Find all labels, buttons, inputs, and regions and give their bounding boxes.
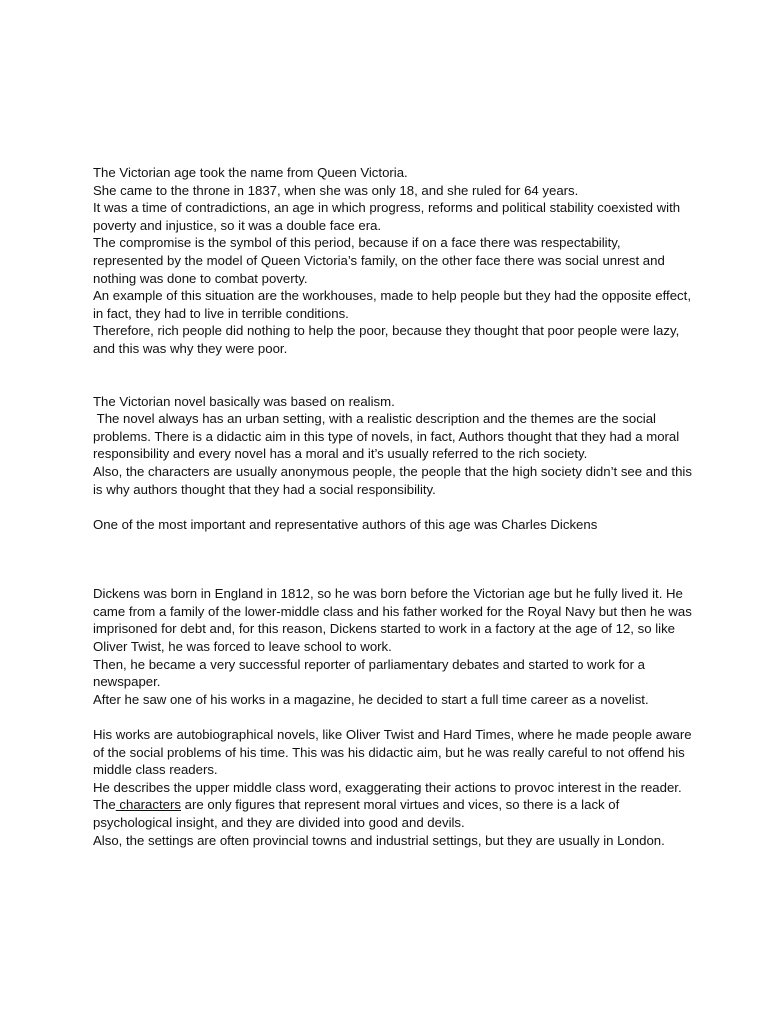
paragraph: Dickens was born in England in 1812, so he was born before the Victorian age but he fully lived it. He came from a family of the lower-middle class and his father worked for the Royal Navy but then he was imprisoned for debt and, for this reason, Dickens started to work in a factory at the age of 12, so like Oliver Twist, he was forced to leave school to work. [93,586,696,655]
text-run: The [93,797,116,813]
paragraph: Also, the settings are often provincial towns and industrial settings, but they are usually in London. [93,832,665,848]
spacer [93,708,693,726]
paragraph: Also, the characters are usually anonymous people, the people that the high society didn’t see and this is why authors thought that they had a social responsibility. [93,463,696,497]
spacer [93,358,693,393]
document-page [93,164,696,849]
paragraph: The Victorian novel basically was based on realism. [93,393,395,409]
paragraph: The Victorian age took the name from Queen Victoria. [93,165,408,180]
spacer [93,498,693,516]
underlined-word: characters [115,797,181,813]
paragraph: His works are autobiographical novels, like Oliver Twist and Hard Times, where he made people aware of the social problems of his time. This was his didactic aim, but he was really careful to not offend his middle class readers. [93,727,696,778]
spacer [93,533,693,585]
paragraph: After he saw one of his works in a magazine, he decided to start a full time career as a novelist. [93,691,649,707]
paragraph: One of the most important and representative authors of this age was Charles Dickens [93,516,598,532]
paragraph: Then, he became a very successful reporter of parliamentary debates and started to work for a newspaper. [93,656,649,690]
paragraph: It was a time of contradictions, an age in which progress, reforms and political stability coexisted with poverty and injustice, so it was a double face era. [93,200,684,233]
paragraph: He describes the upper middle class word, exaggerating their actions to provoc interest in the reader. [93,779,682,795]
paragraph: She came to the throne in 1837, when she was only 18, and she ruled for 64 years. [93,182,579,198]
paragraph [93,796,693,831]
paragraph: Therefore, rich people did nothing to help the poor, because they thought that poor people were lazy, and this was why they were poor. [93,323,683,356]
paragraph: The novel always has an urban setting, with a realistic description and the themes are the social problems. There is a didactic aim in this type of novels, in fact, Authors thought that they had a moral responsibility and every novel has a moral and it’s usually referred to the rich society. [93,411,683,462]
text-run: are only figures that represent moral virtues and vices, so there is a lack of psychological insight, and they are divided into good and devils. [93,797,623,830]
paragraph: The compromise is the symbol of this period, because if on a face there was respectability, represented by the model of Queen Victoria’s family, on the other face there was social unrest and nothing was done to combat poverty. [93,235,669,286]
paragraph: An example of this situation are the workhouses, made to help people but they had the opposite effect, in fact, they had to live in terrible conditions. [93,288,695,321]
